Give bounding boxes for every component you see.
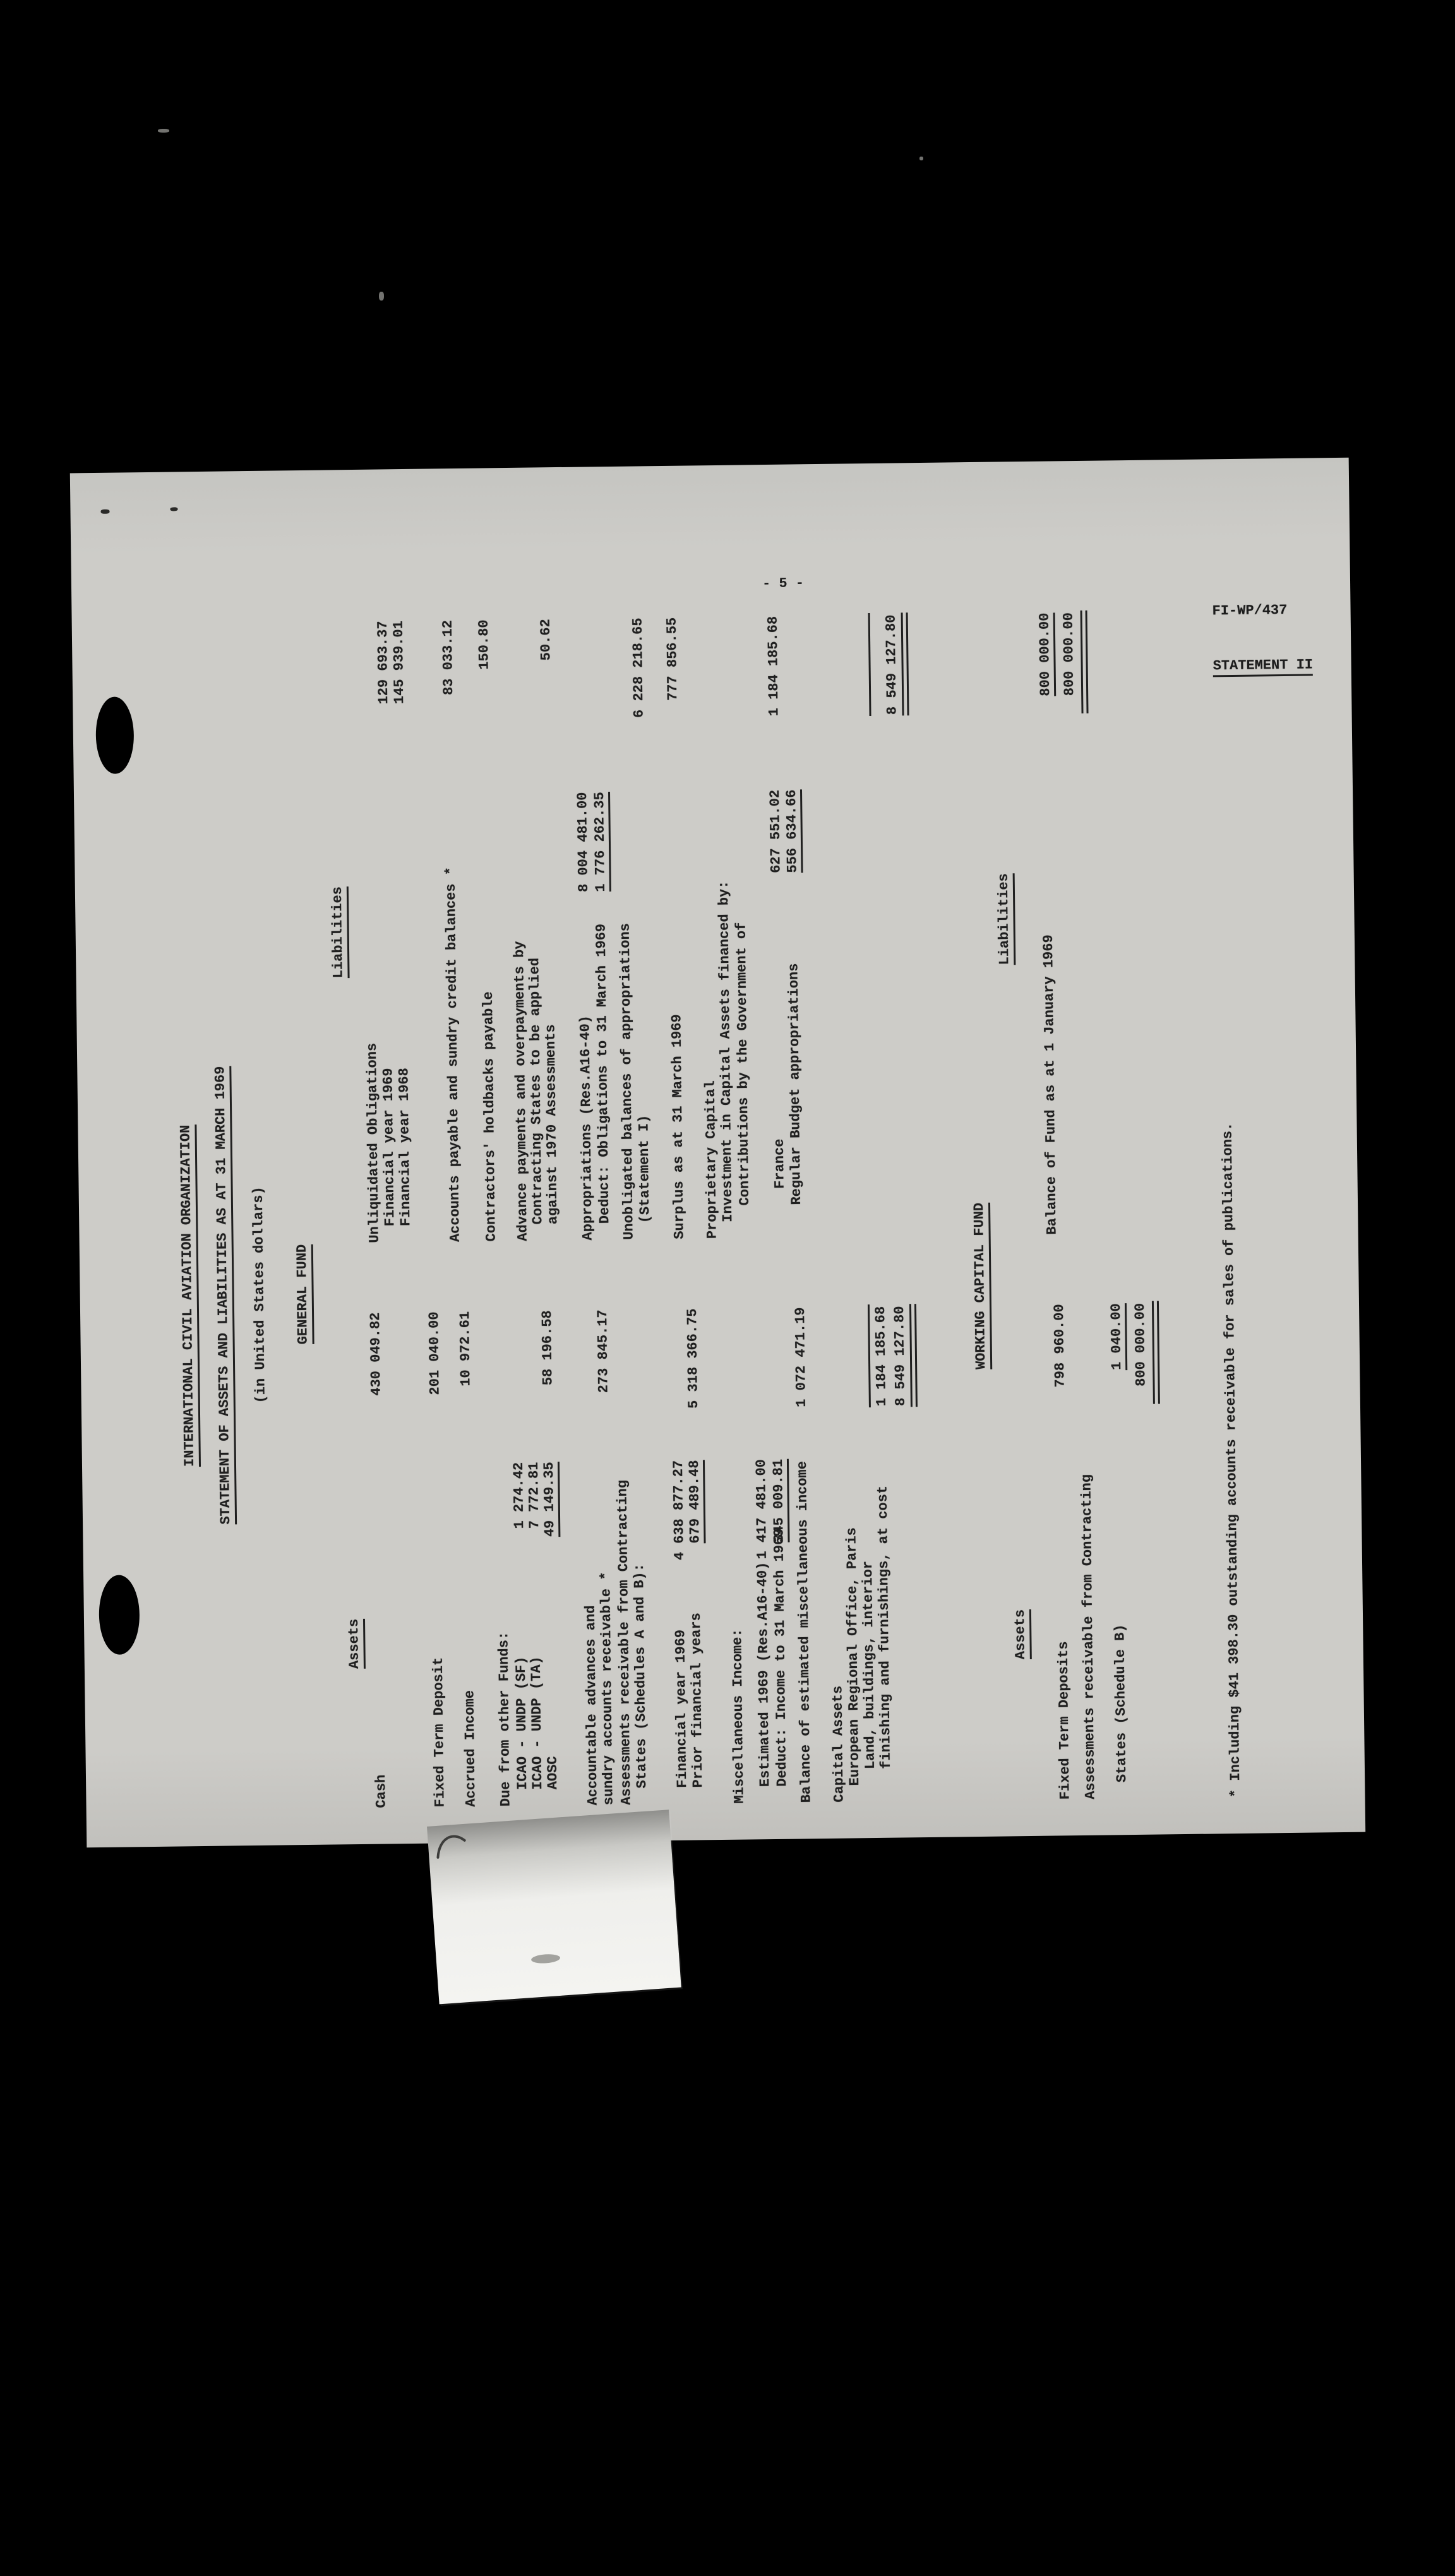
line-amount-main: 150.80 <box>476 619 493 670</box>
statement-body <box>70 458 1365 1847</box>
wcf-liabilities-header: Liabilities <box>996 873 1013 965</box>
line-amount-main: 1 184 185.68 <box>872 1306 890 1407</box>
statement-ref: STATEMENT II <box>1212 655 1313 675</box>
line-label: Fixed Term Deposits <box>1055 1641 1074 1800</box>
line-label: sundry accounts receivable * <box>598 1571 617 1806</box>
line-label: (Statement I) <box>636 1114 654 1224</box>
line-label: Capital Assets <box>830 1685 847 1803</box>
line-label: States (Schedule B) <box>1112 1624 1130 1783</box>
line-label: AOSC <box>544 1756 561 1790</box>
line-label: Financial year 1969 <box>673 1629 691 1788</box>
line-amount-main: 50.62 <box>537 619 554 661</box>
line-amount-main: 430 049.82 <box>368 1312 385 1396</box>
statement-title: STATEMENT OF ASSETS AND LIABILITIES AS AT 31 MARCH 1969 <box>208 746 237 1844</box>
line-label: Contractors' holdbacks payable <box>480 991 500 1242</box>
line-label: Balance of estimated miscellaneous income <box>794 1460 815 1803</box>
double-rule <box>909 1304 913 1407</box>
line-label: Financial year 1968 <box>396 1068 414 1227</box>
organization-title: INTERNATIONAL CIVIL AVIATION ORGANIZATION <box>173 746 202 1845</box>
line-amount-main: 1 072 471.19 <box>793 1307 810 1407</box>
line-label: Fixed Term Deposit <box>430 1657 448 1808</box>
line-label: ICAO - UNDP (SF) <box>513 1656 531 1790</box>
double-rule <box>914 1304 918 1407</box>
line-amount-inner: 8 004 481.00 <box>575 792 592 893</box>
line-amount-main: 777 856.55 <box>664 617 681 701</box>
line-amount-main: 58 196.58 <box>539 1310 556 1386</box>
paper-tab <box>427 1810 681 2004</box>
wcf-heading: WORKING CAPITAL FUND <box>966 737 995 1835</box>
line-label: Prior financial years <box>688 1613 707 1788</box>
line-label: Accrued Income <box>462 1690 479 1807</box>
line-label: Proprietary Capital <box>702 1080 721 1239</box>
line-label: Investment in Capital Assets financed by: <box>716 880 736 1222</box>
line-amount-inner: 7 772.81 <box>525 1462 543 1529</box>
double-rule <box>1157 1301 1160 1404</box>
line-amount-inner: 4 638 877.27 <box>670 1460 688 1561</box>
line-amount-main: 6 228 218.65 <box>630 617 647 719</box>
smudge <box>531 1953 561 1964</box>
line-label: Accountable advances and <box>582 1605 601 1806</box>
line-label: Cash <box>373 1774 390 1808</box>
general-fund-heading: GENERAL FUND <box>288 745 317 1844</box>
line-label: Due from other Funds: <box>496 1631 514 1807</box>
gf-assets-total: 8 549 127.80 <box>891 1306 909 1407</box>
line-label: Accounts payable and sundry credit balances * <box>443 866 464 1243</box>
scan-speck <box>158 129 169 133</box>
line-amount-main: 201 040.00 <box>426 1311 443 1395</box>
total-rule <box>868 1304 871 1407</box>
gf-liabilities-total: 8 549 127.80 <box>883 614 901 715</box>
line-label: Regular Budget appropriations <box>786 963 805 1205</box>
line-amount-inner: 679 489.48 <box>686 1460 705 1674</box>
line-amount-main: 10 972.61 <box>457 1311 474 1386</box>
line-label: Deduct: Obligations to 31 March 1969 <box>593 923 613 1224</box>
line-label: ICAO - UNDP (TA) <box>528 1656 546 1790</box>
line-amount-inner: 627 551.02 <box>767 789 784 874</box>
gf-liabilities-header: Liabilities <box>330 886 347 979</box>
double-rule <box>1152 1301 1155 1404</box>
line-label: Contributions by the Government of <box>733 922 753 1206</box>
document-page <box>70 458 1365 1848</box>
line-amount-inner: 1 417 481.00 <box>753 1459 770 1559</box>
total-rule <box>868 613 871 716</box>
double-rule <box>1086 611 1089 713</box>
line-label: Appropriations (Res.A16-40) <box>577 1015 596 1241</box>
line-label: Unobligated balances of appropriations <box>617 922 637 1240</box>
double-rule <box>901 612 904 715</box>
line-label: finishing and furnishings, at cost <box>875 1485 894 1769</box>
line-amount-main: 273 845.17 <box>595 1309 612 1393</box>
double-rule <box>906 612 909 715</box>
line-label: Assessments receivable from Contracting <box>1079 1474 1099 1800</box>
line-amount-inner: 556 634.66 <box>784 789 802 1004</box>
page-number: - 5 - <box>762 575 805 592</box>
line-amount-main: 798 960.00 <box>1051 1304 1069 1388</box>
working-paper-ref: FI-WP/437 <box>1212 602 1288 619</box>
line-label: European Regional Office, Paris <box>844 1527 863 1786</box>
line-amount-inner: 1 274.42 <box>510 1462 528 1529</box>
scan-speck <box>379 292 384 301</box>
line-amount-inner: 345 009.81 <box>770 1459 789 1674</box>
line-label: States (Schedules A and B): <box>631 1563 650 1789</box>
line-label: against 1970 Assessments <box>542 1024 561 1225</box>
line-label: Assessments receivable from Contracting <box>614 1479 635 1805</box>
line-label: Balance of Fund as at 1 January 1969 <box>1040 934 1060 1235</box>
line-label: Advance payments and overpayments by <box>511 941 531 1241</box>
wcf-liabilities-total: 800 000.00 <box>1060 612 1078 696</box>
line-amount-main: 83 033.12 <box>440 620 457 696</box>
wcf-assets-header: Assets <box>1012 1609 1029 1660</box>
footnote: * Including $41 398.30 outstanding accounts receivable for sales of publications. <box>1219 1122 1244 1798</box>
line-amount-inner: 1 776 262.35 <box>592 792 610 1006</box>
gf-assets-header: Assets <box>346 1619 362 1669</box>
line-label: Land, buildings, interior <box>859 1560 878 1770</box>
line-amount-main: 1 040.00 <box>1108 1303 1127 1518</box>
line-amount-main: 800 000.00 <box>1037 612 1055 827</box>
line-label: Estimated 1969 (Res.A16-40) <box>754 1561 774 1787</box>
line-amount-main: 145 939.01 <box>390 620 408 705</box>
paper-curl-icon <box>433 1827 474 1868</box>
line-amount-main: 129 693.37 <box>374 621 392 705</box>
line-label: Deduct: Income to 31 March 1969 <box>771 1528 791 1787</box>
line-label: Contracting States to be applied <box>527 957 546 1225</box>
line-label: Surplus as at 31 March 1969 <box>669 1014 688 1239</box>
line-amount-inner: 49 149.35 <box>541 1462 560 1676</box>
statement-subtitle: (in United States dollars) <box>250 1186 269 1404</box>
line-amount-main: 5 318 366.75 <box>685 1308 702 1409</box>
wcf-assets-total: 800 000.00 <box>1132 1303 1149 1387</box>
line-label: Unliquidated Obligations <box>364 1042 383 1243</box>
double-rule <box>1081 611 1084 713</box>
line-label: Financial year 1969 <box>380 1068 398 1227</box>
line-label: Miscellaneous Income: <box>729 1628 748 1804</box>
line-label: France <box>771 1138 788 1189</box>
scan-speck <box>919 157 923 160</box>
line-amount-main: 1 184 185.68 <box>765 616 782 717</box>
